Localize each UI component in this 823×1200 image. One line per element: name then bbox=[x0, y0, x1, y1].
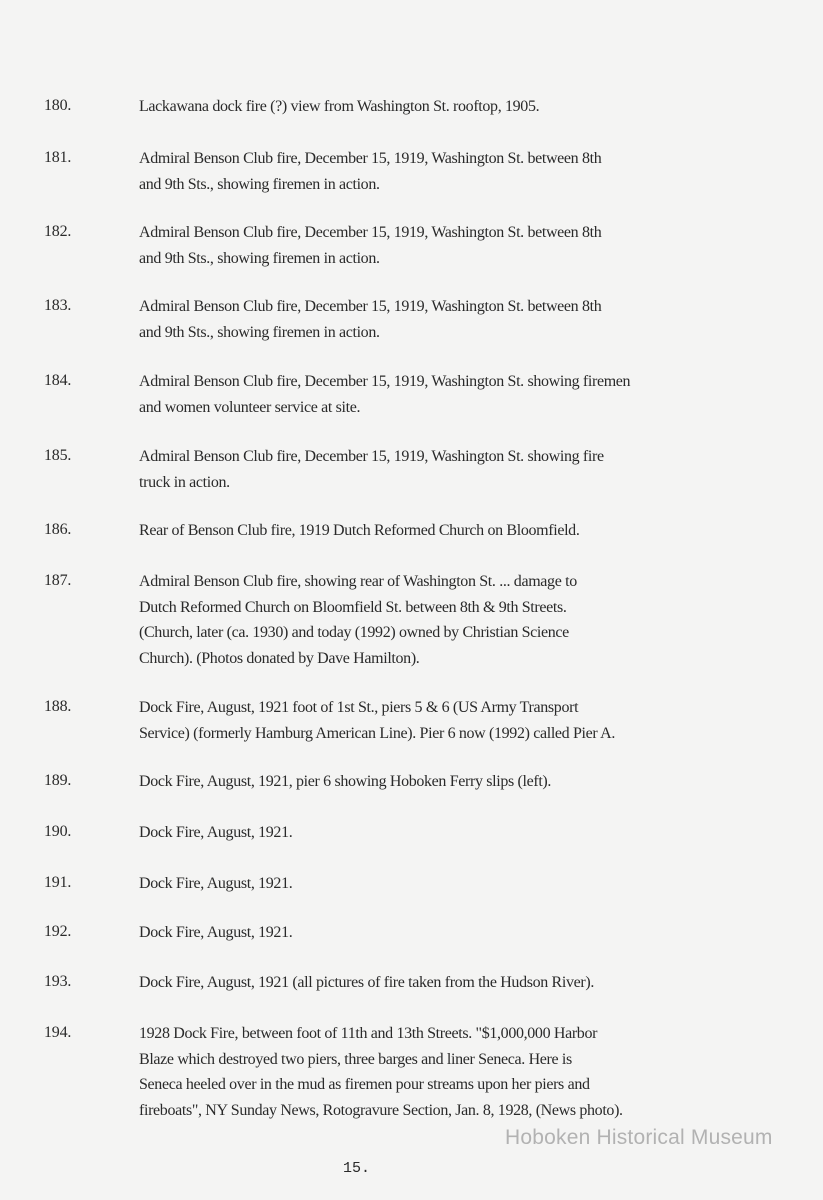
entry-number: 183. bbox=[44, 297, 72, 314]
entry-description bbox=[139, 769, 739, 795]
entry-description bbox=[139, 294, 739, 345]
entry-line: truck in action. bbox=[139, 473, 230, 491]
entry-number: 191. bbox=[44, 874, 72, 891]
page-number: 15. bbox=[343, 1160, 371, 1177]
entry-description bbox=[139, 695, 739, 746]
entry-description bbox=[139, 94, 739, 120]
entry-line: Admiral Benson Club fire, December 15, 1919, Washington St. between 8th bbox=[139, 224, 602, 241]
entry-number: 185. bbox=[44, 447, 72, 464]
entry-number: 182. bbox=[44, 223, 72, 240]
entry-line: and 9th Sts., showing firemen in action. bbox=[139, 175, 380, 193]
entry-number: 194. bbox=[44, 1024, 72, 1041]
entry-number: 190. bbox=[44, 823, 72, 840]
entry-line: and 9th Sts., showing firemen in action. bbox=[139, 249, 380, 267]
entry-description bbox=[139, 820, 739, 846]
entry-number: 192. bbox=[44, 923, 72, 940]
entry-line: Admiral Benson Club fire, December 15, 1919, Washington St. showing fire bbox=[139, 448, 604, 465]
entry-number: 187. bbox=[44, 572, 72, 589]
entry-line: Dock Fire, August, 1921 (all pictures of fire taken from the Hudson River). bbox=[139, 974, 594, 991]
entry-line: and women volunteer service at site. bbox=[139, 398, 361, 416]
entry-line: (Church, later (ca. 1930) and today (1992) owned by Christian Science bbox=[139, 624, 569, 641]
entry-description bbox=[139, 920, 739, 946]
entry-description bbox=[139, 871, 739, 897]
entry-number: 186. bbox=[44, 521, 72, 538]
entry-line: Dutch Reformed Church on Bloomfield St. between 8th & 9th Streets. bbox=[139, 598, 567, 616]
entry-line: Dock Fire, August, 1921 foot of 1st St., piers 5 & 6 (US Army Transport bbox=[139, 699, 579, 716]
entry-line: Dock Fire, August, 1921. bbox=[139, 875, 293, 892]
entry-number: 189. bbox=[44, 772, 72, 789]
entry-line: Church). (Photos donated by Dave Hamilton). bbox=[139, 649, 420, 667]
entry-description bbox=[139, 569, 739, 671]
entry-line: Lackawana dock fire (?) view from Washington St. rooftop, 1905. bbox=[139, 98, 540, 115]
entry-number: 180. bbox=[44, 97, 72, 114]
entry-line: Seneca heeled over in the mud as firemen pour streams upon her piers and bbox=[139, 1076, 590, 1093]
entry-description bbox=[139, 518, 739, 544]
entry-line: Dock Fire, August, 1921. bbox=[139, 924, 293, 941]
entry-line: Dock Fire, August, 1921, pier 6 showing Hoboken Ferry slips (left). bbox=[139, 773, 552, 790]
entry-description bbox=[139, 444, 739, 495]
entry-line: Admiral Benson Club fire, December 15, 1919, Washington St. between 8th bbox=[139, 298, 602, 315]
entry-line: Service) (formerly Hamburg American Line). Pier 6 now (1992) called Pier A. bbox=[139, 724, 615, 742]
entry-line: Admiral Benson Club fire, December 15, 1919, Washington St. showing firemen bbox=[139, 373, 631, 390]
entry-description bbox=[139, 1021, 739, 1123]
entry-line: and 9th Sts., showing firemen in action. bbox=[139, 323, 380, 341]
entry-number: 188. bbox=[44, 698, 72, 715]
entry-description bbox=[139, 369, 739, 420]
entry-line: Dock Fire, August, 1921. bbox=[139, 824, 293, 841]
entry-line: Blaze which destroyed two piers, three barges and liner Seneca. Here is bbox=[139, 1050, 572, 1068]
entry-number: 181. bbox=[44, 149, 72, 166]
entry-description bbox=[139, 146, 739, 197]
entry-line: Admiral Benson Club fire, December 15, 1919, Washington St. between 8th bbox=[139, 150, 602, 167]
entry-number: 193. bbox=[44, 973, 72, 990]
entry-line: fireboats", NY Sunday News, Rotogravure Section, Jan. 8, 1928, (News photo). bbox=[139, 1101, 623, 1119]
entry-number: 184. bbox=[44, 372, 72, 389]
museum-watermark: Hoboken Historical Museum bbox=[505, 1126, 773, 1149]
entry-line: 1928 Dock Fire, between foot of 11th and 13th Streets. "$1,000,000 Harbor bbox=[139, 1025, 598, 1042]
entry-line: Rear of Benson Club fire, 1919 Dutch Reformed Church on Bloomfield. bbox=[139, 522, 580, 539]
entry-line: Admiral Benson Club fire, showing rear of Washington St. ... damage to bbox=[139, 573, 577, 590]
entry-description bbox=[139, 970, 739, 996]
entry-description bbox=[139, 220, 739, 271]
